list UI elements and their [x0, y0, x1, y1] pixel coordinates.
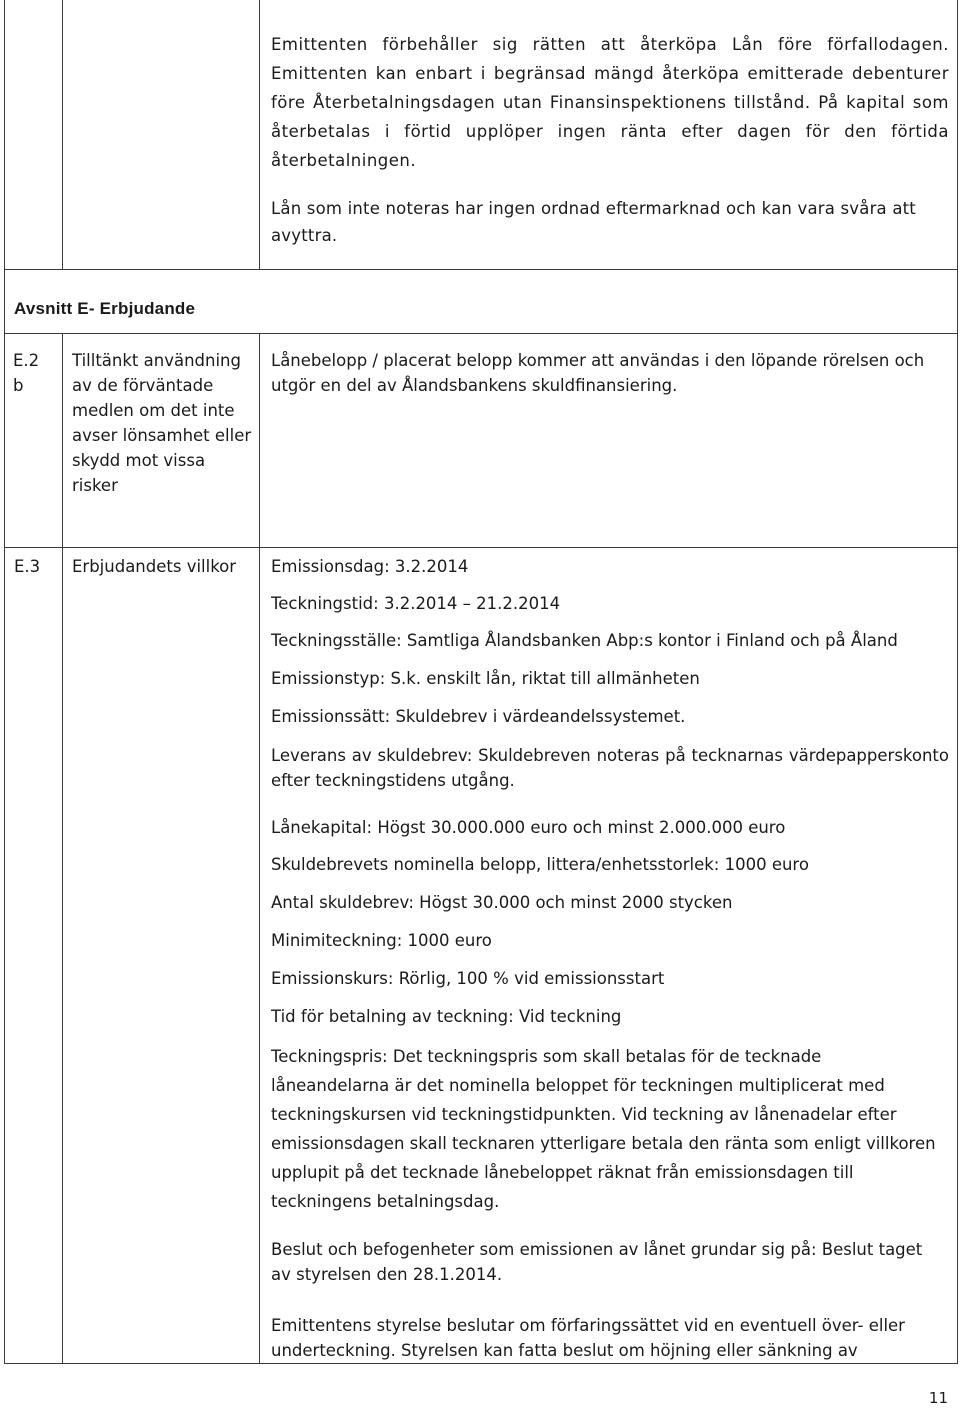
offer-item-subscription-place: Teckningsställe: Samtliga Ålandsbanken Abp:s kontor i Finland och på Åland [271, 631, 898, 650]
row-id-e2b: E.2 b [13, 351, 40, 395]
offer-item-payment-time: Tid för betalning av teckning: Vid teckning [271, 1007, 622, 1026]
table-border-bottom [4, 1363, 958, 1364]
row-id-e3: E.3 [14, 557, 41, 576]
row-label-e2b: Tilltänkt användning av de förväntade medlen om det inte avser lönsamhet eller skydd mot vissa risker [72, 351, 252, 495]
offer-item-delivery: Leverans av skuldebrev: Skuldebreven noteras på tecknarnas värdepapperskonto efter teckningstidens utgång. [271, 746, 949, 790]
offer-item-decision: Beslut och befogenheter som emissionen av lånet grundar sig på: Beslut taget av styrelsen den 28.1.2014. [271, 1240, 923, 1284]
table-border-col1-top [62, 0, 63, 269]
offer-item-number-of-notes: Antal skuldebrev: Högst 30.000 och minst 2000 stycken [271, 893, 733, 912]
offer-item-subscription-price: Teckningspris: Det teckningspris som skall betalas för de tecknade låneandelarna är det nominella beloppet för teckningen multiplicerat med teckningskursen vid teckningstidpunkten. Vid teckning av lånenadelar efter emissionsdagen skall tecknaren ytterligare betala den ränta som enligt villkoren upplupit på det tecknade lånebeloppet räknat från emissionsdagen till teckningens betalningsdag. [271, 1047, 936, 1211]
offer-item-over-undersubscription: Emittentens styrelse beslutar om förfaringssättet vid en eventuell över- eller underteckning. Styrelsen kan fatta beslut om höjning eller sänkning av [271, 1316, 905, 1360]
row-label-e3: Erbjudandets villkor [72, 557, 237, 576]
table-border-col2-body [259, 333, 260, 1363]
top-paragraph-1: Emittenten förbehåller sig rätten att återköpa Lån före förfallodagen. Emittenten kan enbart i begränsad mängd återköpa emitterade debenturer före Återbetalningsdagen utan Finansinspektionens tillstånd. På kapital som återbetalas i förtid upplöper ingen ränta efter dagen för den förtida återbetalningen. [271, 35, 949, 170]
offer-item-issue-method: Emissionssätt: Skuldebrev i värdeandelssystemet. [271, 707, 686, 726]
offer-item-subscription-period: Teckningstid: 3.2.2014 – 21.2.2014 [271, 594, 561, 613]
table-border-left-top [4, 0, 5, 269]
top-paragraph-2: Lån som inte noteras har ingen ordnad eftermarknad och kan vara svåra att avyttra. [271, 199, 916, 245]
offer-item-issue-date: Emissionsdag: 3.2.2014 [271, 557, 469, 576]
row-content-e2b: Lånebelopp / placerat belopp kommer att användas i den löpande rörelsen och utgör en del av Ålandsbankens skuldfinansiering. [271, 351, 925, 395]
offer-item-nominal-amount: Skuldebrevets nominella belopp, littera/enhetsstorlek: 1000 euro [271, 855, 809, 874]
table-border-col2-top [259, 0, 260, 269]
table-border-row-sep-3 [4, 547, 958, 548]
section-heading: Avsnitt E- Erbjudande [14, 299, 196, 318]
offer-item-minimum-subscription: Minimiteckning: 1000 euro [271, 931, 492, 950]
table-border-left-heading [4, 269, 5, 1363]
table-border-col1-body [62, 333, 63, 1363]
offer-item-issue-type: Emissionstyp: S.k. enskilt lån, riktat till allmänheten [271, 669, 700, 688]
table-border-right-top [957, 0, 958, 1363]
offer-item-loan-capital: Lånekapital: Högst 30.000.000 euro och minst 2.000.000 euro [271, 818, 786, 837]
table-border-row-sep-1 [4, 269, 958, 270]
page-number: 11 [928, 1389, 948, 1407]
offer-item-issue-price: Emissionskurs: Rörlig, 100 % vid emissionsstart [271, 969, 665, 988]
table-border-row-sep-2 [4, 333, 958, 334]
